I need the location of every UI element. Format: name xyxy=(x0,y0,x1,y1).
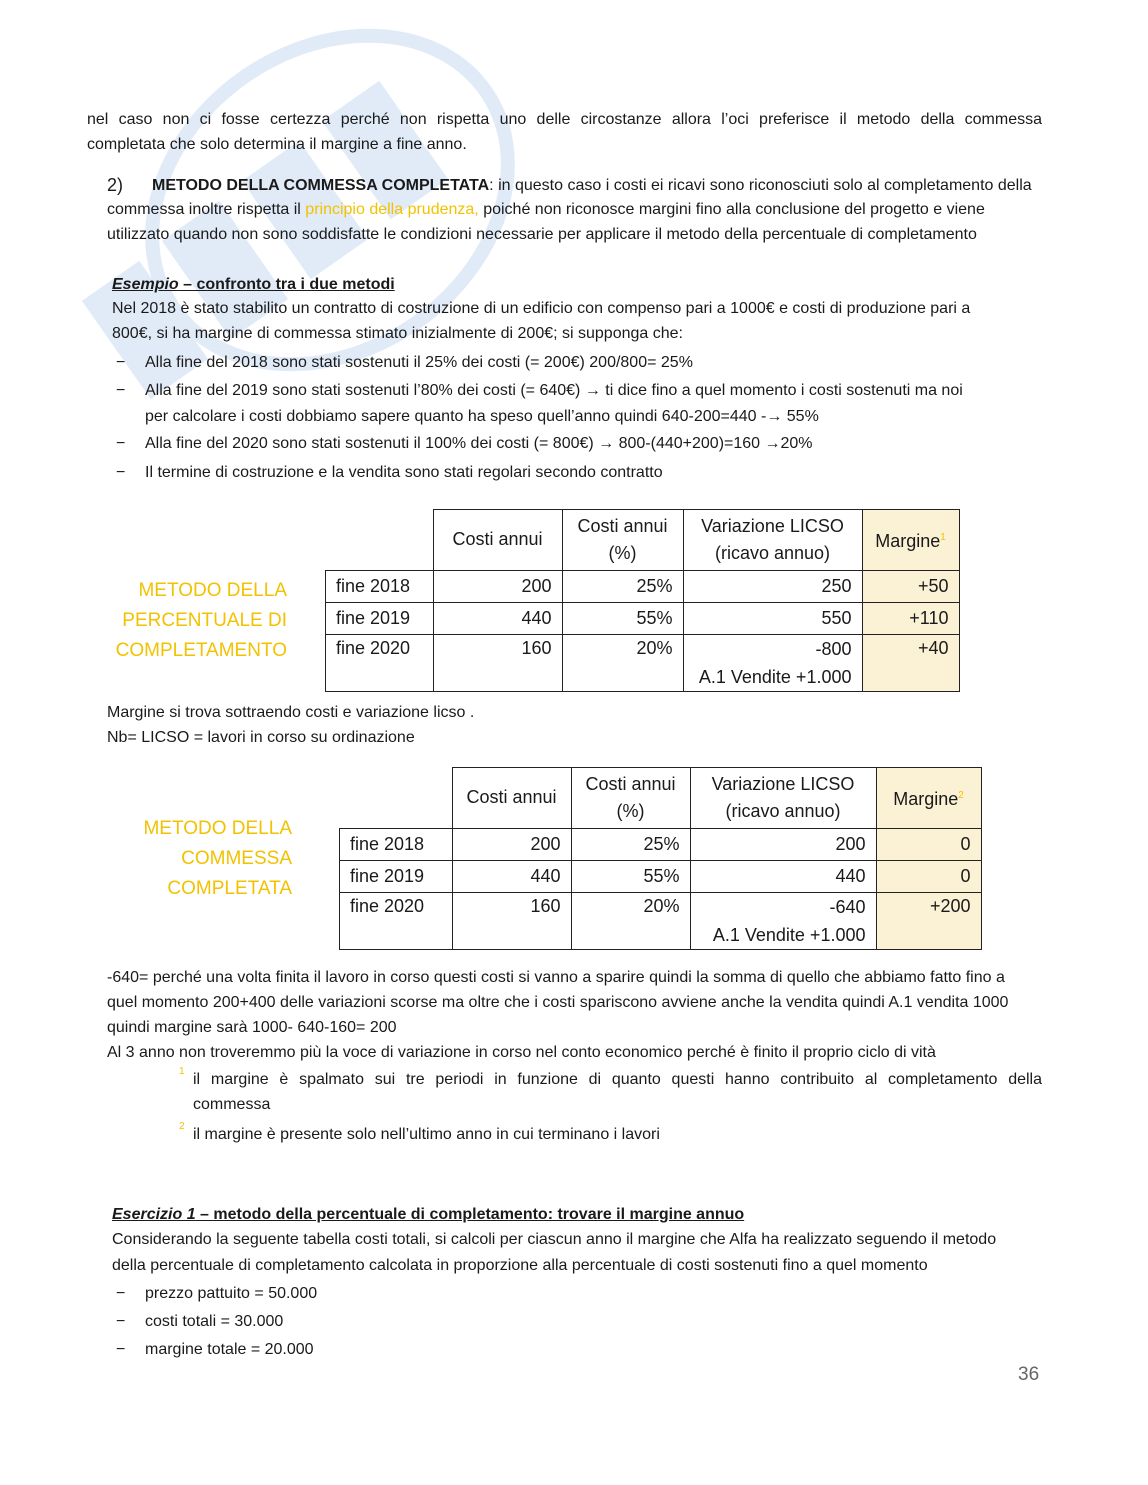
table-commessa-completata xyxy=(339,767,982,950)
exercise-bullet-2: costi totali = 30.000 xyxy=(145,1313,284,1330)
header-margine: Margine$^2$ xyxy=(876,768,981,829)
table1-label: METODO DELLA PERCENTUALE DI COMPLETAMENTO xyxy=(115,580,287,661)
explain-line-3: quindi margine sarà 1000- 640-160= 200 xyxy=(107,1019,397,1036)
table-row: fine 2018 200 25% 250 +50 xyxy=(326,570,960,602)
table-row: fine 2018 200 25% 200 0 xyxy=(340,828,982,860)
bullet-dash: − xyxy=(116,464,126,481)
header-costi-annui-pct: Costi annui (%) xyxy=(571,768,690,829)
example-paragraph-1: Nel 2018 è stato stabilito un contratto di costruzione di un edificio con compenso pari a 1000€ e costi di produzione pari a xyxy=(112,300,971,317)
bullet-dash: − xyxy=(116,1285,126,1302)
example-bullet-2-cont: per calcolare i costi dobbiamo sapere quanto ha speso quell’anno quindi 640-200=440 -→ 55% xyxy=(145,408,819,425)
table-percentuale-completamento xyxy=(325,509,960,692)
exercise-bullet-3: margine totale = 20.000 xyxy=(145,1341,314,1358)
exercise-heading: Esercizio 1 – metodo della percentuale di completamento: trovare il margine annuo xyxy=(112,1206,745,1223)
header-variazione-licso: Variazione LICSO (ricavo annuo) xyxy=(683,510,862,571)
footnote-1-line-1: il margine è spalmato sui tre periodi in funzione di quanto questi hanno contribuito al completamento della xyxy=(193,1071,1042,1088)
bullet-dash: − xyxy=(116,435,126,452)
explain-line-4: Al 3 anno non troveremmo più la voce di variazione in corso nel conto economico perché è finito il proprio ciclo di vità xyxy=(107,1044,936,1061)
note-licso: Nb= LICSO = lavori in corso su ordinazione xyxy=(107,729,415,746)
footnote-mark-1: 1 xyxy=(179,1066,185,1077)
bullet-dash: − xyxy=(116,354,126,371)
header-variazione-licso: Variazione LICSO (ricavo annuo) xyxy=(690,768,876,829)
explain-line-2: quel momento 200+400 delle variazioni scorse ma oltre che i costi spariscono avviene anche la vendita quindi A.1 vendita 1000 xyxy=(107,994,1009,1011)
exercise-paragraph-1: Considerando la seguente tabella costi totali, si calcoli per ciascun anno il margine che Alfa ha realizzato seguendo il metodo xyxy=(112,1231,997,1248)
method2-number: 2) xyxy=(107,175,124,195)
explain-line-1: -640= perché una volta finita il lavoro in corso questi costi si vanno a sparire quindi la somma di quello che abbiamo fatto fino a xyxy=(107,969,1005,986)
header-margine: Margine$^1$ xyxy=(862,510,959,571)
example-bullet-2: Alla fine del 2019 sono stati sostenuti l’80% dei costi (= 640€) → ti dice fino a quel momento i costi sostenuti ma noi xyxy=(145,382,963,399)
method2-line-1: METODO DELLA COMMESSA COMPLETATA: in questo caso i costi ei ricavi sono riconosciuti solo al completamento della xyxy=(152,177,1032,194)
method2-line-3: utilizzato quando non sono soddisfatte le condizioni necessarie per applicare il metodo della percentuale di completamento xyxy=(107,226,977,243)
example-bullet-1: Alla fine del 2018 sono stati sostenuti il 25% dei costi (= 200€) 200/800= 25% xyxy=(145,354,693,371)
example-bullet-3: Alla fine del 2020 sono stati sostenuti il 100% dei costi (= 800€) → 800-(440+200)=160 →20% xyxy=(145,435,813,452)
footnote-mark-2: 2 xyxy=(179,1121,185,1132)
header-costi-annui: Costi annui xyxy=(433,510,562,571)
exercise-bullet-1: prezzo pattuito = 50.000 xyxy=(145,1285,318,1302)
intro-line-2: completata che solo determina il margine a fine anno. xyxy=(87,136,467,153)
table-row: fine 2020 160 20% -800 A.1 Vendite +1.000 +40 xyxy=(326,634,960,691)
footnote-ref-2: 2 xyxy=(958,790,964,802)
intro-line-1: nel caso non ci fosse certezza perché non rispetta uno delle circostanze allora l’oci preferisce il metodo della commessa xyxy=(87,111,1042,128)
example-paragraph-2: 800€, si ha margine di commessa stimato inizialmente di 200€; si supponga che: xyxy=(112,325,683,342)
footnote-1-line-2: commessa xyxy=(193,1096,271,1113)
footnote-ref-1: 1 xyxy=(940,532,946,544)
example-bullet-4: Il termine di costruzione e la vendita sono stati regolari secondo contratto xyxy=(145,464,663,481)
note-margine: Margine si trova sottraendo costi e variazione licso . xyxy=(107,704,475,721)
bullet-dash: − xyxy=(116,1341,126,1358)
header-costi-annui-pct: Costi annui (%) xyxy=(562,510,683,571)
page-number: 36 xyxy=(1018,1364,1040,1385)
method2-line-2: commessa inoltre rispetta il principio della prudenza, poiché non riconosce margini fino alla conclusione del progetto e viene xyxy=(107,201,985,218)
bullet-dash: − xyxy=(116,382,126,399)
table-row: fine 2019 440 55% 440 0 xyxy=(340,860,982,892)
header-costi-annui: Costi annui xyxy=(452,768,571,829)
footnote-2-line-1: il margine è presente solo nell’ultimo anno in cui terminano i lavori xyxy=(193,1126,660,1143)
bullet-dash: − xyxy=(116,1313,126,1330)
method2-title: METODO DELLA COMMESSA COMPLETATA xyxy=(152,177,490,194)
prudence-principle: principio della prudenza, xyxy=(305,201,479,218)
table-row: fine 2019 440 55% 550 +110 xyxy=(326,602,960,634)
exercise-paragraph-2: della percentuale di completamento calcolata in proporzione alla percentuale di costi sostenuti fino a quel momento xyxy=(112,1257,928,1274)
table2-label: METODO DELLA COMMESSA COMPLETATA xyxy=(143,818,292,899)
example-heading: Esempio – confronto tra i due metodi xyxy=(112,276,395,293)
table-row: fine 2020 160 20% -640 A.1 Vendite +1.000 +200 xyxy=(340,892,982,949)
